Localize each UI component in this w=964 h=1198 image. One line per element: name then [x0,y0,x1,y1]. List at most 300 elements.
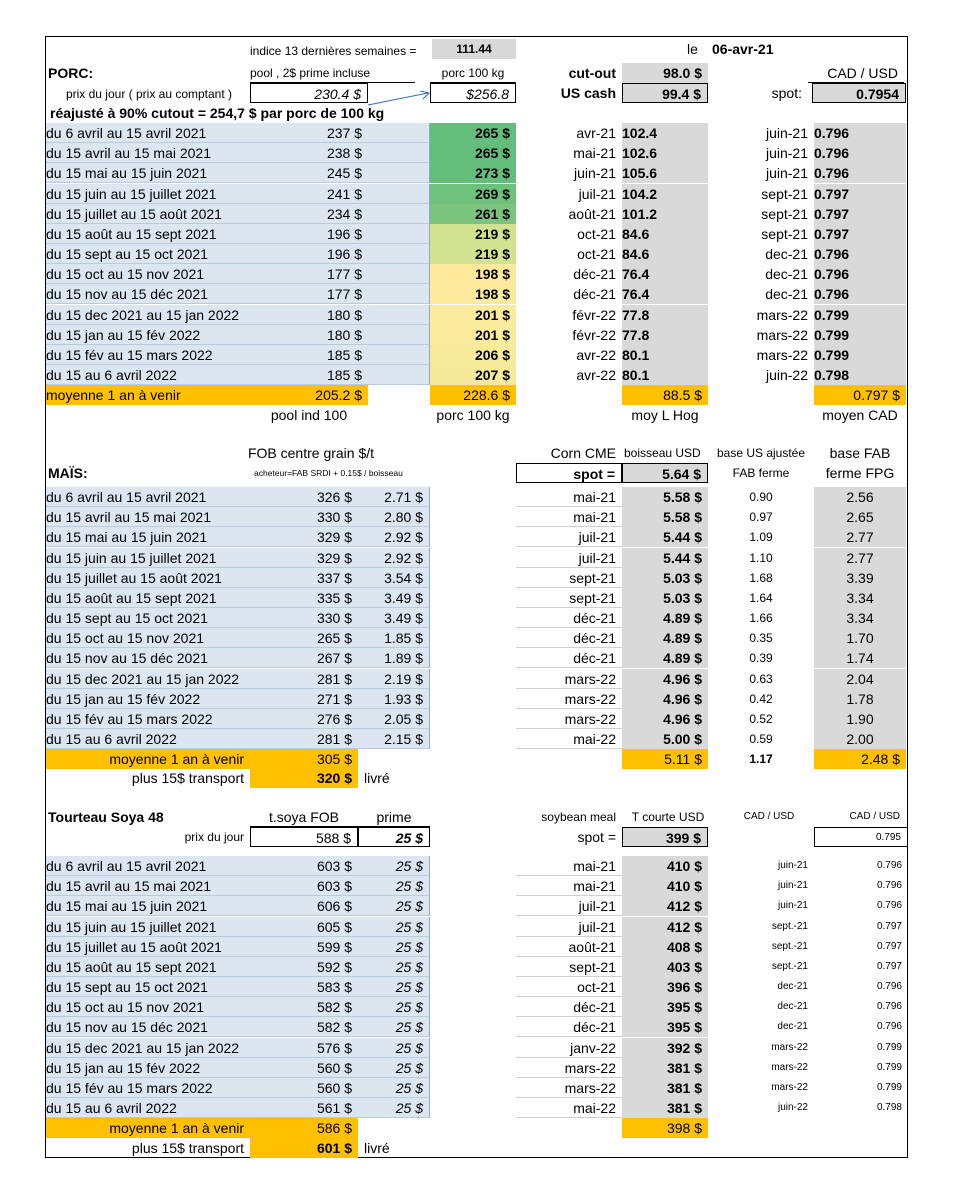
soya-cad-month: mars-22 [771,1082,808,1093]
mais-month: sept-21 [516,568,622,588]
soya-month: juil-21 [516,917,622,937]
porc-cad-value: 0.797 [814,204,906,224]
mais-base-us: 1.09 [749,530,773,544]
ferme-fpg-label: ferme FPG [825,465,895,481]
porc-hog-month: déc-21 [573,266,616,282]
porc-hog-value: 104.2 [622,184,708,204]
mais-livre: livré [364,770,390,786]
porc-pool-spacer [368,143,430,163]
prix-jour-label: prix du jour ( prix au comptant ) [65,87,233,101]
foot-pool: pool ind 100 [270,407,348,423]
mais-fpg: 3.34 [814,608,906,628]
soya-meal: 410 $ [622,856,708,876]
soya-month: mars-22 [516,1058,622,1078]
indice-label: indice 13 dernières semaines = [250,44,417,58]
soya-fob: 560 $ [250,1078,358,1098]
porc-cad-value: 0.796 [814,244,906,264]
soya-meal: 381 $ [622,1058,708,1078]
porc-hog-month: août-21 [568,206,616,222]
soya-meal: 412 $ [622,917,708,937]
porc-pool-spacer [368,163,430,183]
porc-100kg: 265 $ [430,143,516,163]
soya-prime: 25 $ [358,957,430,977]
acheteur-note: acheteur=FAB SRDI + 0.15$ / boisseau [254,468,403,478]
soya-cad-month: juin-22 [777,1102,808,1113]
porc-pool: 185 $ [250,365,368,385]
porc-cad-month: juin-22 [765,367,808,383]
mais-cme: 5.00 $ [622,729,708,749]
porc-100kg: 207 $ [430,365,516,385]
porc-100kg: 206 $ [430,345,516,365]
soya-month: mai-21 [516,876,622,896]
base-us-label: base US ajustée [716,446,806,460]
porc-pool: 196 $ [250,224,368,244]
porc-hog-value: 84.6 [622,244,708,264]
mais-cme: 5.58 $ [622,487,708,507]
mais-fob: 281 $ [250,669,358,689]
soya-cad-value: 0.797 [876,921,902,932]
porc-period: du 15 mai au 15 juin 2021 [46,163,250,183]
porc-hog-month: oct-21 [577,246,616,262]
soya-title: Tourteau Soya 48 [48,809,164,825]
pool-label: pool , 2$ prime incluse [250,63,415,83]
mais-base-us: 0.59 [749,732,773,746]
soya-prime: 25 $ [358,937,430,957]
soya-meal: 403 $ [622,957,708,977]
porc-pool-spacer [368,204,430,224]
mais-bushel: 2.71 $ [358,487,430,507]
price-sheet [45,36,908,1158]
soya-prime: 25 $ [358,1058,430,1078]
soya-spot-value: 399 $ [622,827,708,847]
soya-cad-value: 0.797 [876,961,902,972]
soya-cad-month: sept.-21 [771,941,808,952]
porc-period: du 15 juillet au 15 août 2021 [46,204,250,224]
soya-avg-label: moyenne 1 an à venir [46,1118,250,1138]
porc-pool: 234 $ [250,204,368,224]
date-value: 06-avr-21 [712,41,774,57]
soya-period: du 6 avril au 15 avril 2021 [46,856,250,876]
soya-fob: 592 $ [250,957,358,977]
soya-cad-month: sept.-21 [771,961,808,972]
mais-base-us: 0.52 [749,712,773,726]
porc-cad-month: juin-21 [765,165,808,181]
soya-month: janv-22 [516,1038,622,1058]
mais-fpg: 2.77 [814,527,906,547]
uscash-label: US cash [560,85,616,101]
mais-base-us: 1.64 [749,591,773,605]
soya-month: oct-21 [516,977,622,997]
mais-fpg: 2.65 [814,507,906,527]
mais-month: juil-21 [516,548,622,568]
porc-cad-value: 0.796 [814,143,906,163]
soya-prime: 25 $ [358,977,430,997]
porc-cad-month: juin-21 [765,125,808,141]
soya-month: mars-22 [516,1078,622,1098]
mais-bushel: 3.49 $ [358,588,430,608]
mais-base-us: 0.42 [749,692,773,706]
soya-period: du 15 juillet au 15 août 2021 [46,937,250,957]
mais-fob: 276 $ [250,709,358,729]
mais-avg-label: moyenne 1 an à venir [46,749,250,769]
porc-pool: 180 $ [250,325,368,345]
porc-period: du 15 avril au 15 mai 2021 [46,143,250,163]
corn-label: Corn CME [550,445,616,461]
mais-bushel: 2.92 $ [358,548,430,568]
mais-fpg: 2.77 [814,548,906,568]
mais-bushel: 3.49 $ [358,608,430,628]
mais-month: mai-21 [516,487,622,507]
base-fab-label: base FAB [829,445,891,461]
foot-cad: moyen CAD [822,407,898,423]
porc-100kg: 201 $ [430,325,516,345]
mais-fpg: 1.70 [814,628,906,648]
soya-cad-value: 0.796 [876,1001,902,1012]
soya-meal: 395 $ [622,997,708,1017]
soya-meal: 395 $ [622,1017,708,1037]
porc-period: du 15 oct au 15 nov 2021 [46,264,250,284]
porc-cad-month: sept-21 [761,206,808,222]
porc-cad-value: 0.797 [814,224,906,244]
mais-base-us: 0.35 [749,631,773,645]
porc-hog-month: avr-22 [576,347,616,363]
porc-100kg: 219 $ [430,244,516,264]
porc-cad-month: sept-21 [761,226,808,242]
soya-cad-month: dec-21 [777,981,808,992]
mais-bushel: 2.05 $ [358,709,430,729]
soya-meal: 408 $ [622,937,708,957]
porc-100kg: 201 $ [430,305,516,325]
soya-prime: 25 $ [358,1017,430,1037]
porc-pool-spacer [368,325,430,345]
porc-100kg: 219 $ [430,224,516,244]
soya-month: mai-22 [516,1098,622,1118]
mais-bushel: 3.54 $ [358,568,430,588]
soya-cad-month: juin-21 [777,900,808,911]
soya-fob-label: t.soya FOB [250,807,358,827]
soya-cad-month: juin-21 [777,860,808,871]
soya-prime: 25 $ [358,876,430,896]
porc-pool-spacer [368,123,430,143]
porc-cad-month: juin-21 [765,145,808,161]
fab-ferme-label: FAB ferme [732,466,790,480]
soya-month: déc-21 [516,997,622,1017]
soya-fob: 606 $ [250,896,358,916]
mais-fpg: 3.39 [814,568,906,588]
porc-hog-month: mai-21 [573,145,616,161]
soya-cad-value: 0.796 [876,981,902,992]
mais-transport-value: 320 $ [250,768,358,788]
porc-period: du 15 sept au 15 oct 2021 [46,244,250,264]
soya-fob: 605 $ [250,917,358,937]
mais-cme: 5.03 $ [622,568,708,588]
soya-prime-label: prime [358,807,430,827]
soya-avg-meal: 398 $ [622,1118,708,1138]
reajuste-note: réajusté à 90% cutout = 254,7 $ par porc de 100 kg [50,105,385,121]
soya-period: du 15 dec 2021 au 15 jan 2022 [46,1038,250,1058]
porc-cad-value: 0.797 [814,184,906,204]
porc-cad-value: 0.799 [814,325,906,345]
soya-period: du 15 fév au 15 mars 2022 [46,1078,250,1098]
mais-month: déc-21 [516,608,622,628]
mais-avg-cme: 5.11 $ [622,749,708,769]
porc-100kg: 265 $ [430,123,516,143]
soya-cad-value: 0.797 [876,941,902,952]
mais-month: sept-21 [516,588,622,608]
soya-prix-value: 588 $ [250,827,358,847]
porc-pool-spacer [368,244,430,264]
foot-porc: porc 100 kg [436,407,510,423]
spot-value: 0.7954 [812,83,906,103]
mais-period: du 15 nov au 15 déc 2021 [46,648,250,668]
mais-title: MAÏS: [48,465,88,481]
mais-base-us: 1.68 [749,571,773,585]
mais-avg-base: 1.17 [749,752,773,766]
porc-cad-month: sept-21 [761,186,808,202]
mais-cme: 5.03 $ [622,588,708,608]
porc-hog-value: 102.4 [622,123,708,143]
porc-hog-month: avr-21 [576,125,616,141]
porc-pool: 241 $ [250,184,368,204]
porc-avg-cad: 0.797 $ [814,385,906,405]
porc-period: du 15 août au 15 sept 2021 [46,224,250,244]
porc-hog-value: 101.2 [622,204,708,224]
mais-fpg: 1.90 [814,709,906,729]
soya-cad-month: dec-21 [777,1021,808,1032]
mais-month: mai-21 [516,507,622,527]
mais-period: du 15 dec 2021 au 15 jan 2022 [46,669,250,689]
boisseau-label: boisseau USD [624,446,701,460]
mais-fob: 267 $ [250,648,358,668]
porc-hog-value: 77.8 [622,325,708,345]
porc-pool-spacer [368,184,430,204]
soya-spot-label: spot = [577,829,616,845]
porc-hog-month: déc-21 [573,286,616,302]
soya-meal: 392 $ [622,1038,708,1058]
porc-cad-value: 0.796 [814,264,906,284]
cutout-label: cut-out [568,65,616,81]
mais-month: mai-22 [516,729,622,749]
mais-cme: 5.44 $ [622,527,708,547]
mais-base-us: 0.39 [749,651,773,665]
porc-100kg: 273 $ [430,163,516,183]
mais-base-us: 0.97 [749,510,773,524]
porc-cad-value: 0.796 [814,163,906,183]
mais-spot-value: 5.64 $ [622,463,708,483]
porc-period: du 6 avril au 15 avril 2021 [46,123,250,143]
soya-period: du 15 au 6 avril 2022 [46,1098,250,1118]
porc-hog-month: févr-22 [572,307,616,323]
porc-period: du 15 nov au 15 déc 2021 [46,284,250,304]
soya-cad-label-1: CAD / USD [743,811,795,822]
mais-cme: 4.96 $ [622,669,708,689]
mais-fob: 335 $ [250,588,358,608]
soya-period: du 15 août au 15 sept 2021 [46,957,250,977]
porc-avg-label: moyenne 1 an à venir [46,385,250,405]
soya-cad-value: 0.796 [876,880,902,891]
mais-fob: 281 $ [250,729,358,749]
mais-fob: 265 $ [250,628,358,648]
porc-hog-month: juin-21 [573,165,616,181]
soya-prime: 25 $ [358,1038,430,1058]
mais-fob: 330 $ [250,608,358,628]
porc-hog-month: avr-22 [576,367,616,383]
soya-month: mai-21 [516,856,622,876]
porc-pool-spacer [368,305,430,325]
porc-cad-value: 0.799 [814,305,906,325]
soya-cad-value: 0.796 [876,1021,902,1032]
mais-fpg: 1.74 [814,648,906,668]
soya-transport-label: plus 15$ transport [131,1140,244,1156]
mais-fob: 271 $ [250,689,358,709]
soya-fob: 583 $ [250,977,358,997]
soya-fob: 603 $ [250,856,358,876]
porc-100kg: 198 $ [430,264,516,284]
mais-base-us: 1.66 [749,611,773,625]
mais-cme: 5.44 $ [622,548,708,568]
soya-fob: 576 $ [250,1038,358,1058]
soya-transport-value: 601 $ [250,1138,358,1158]
mais-period: du 15 avril au 15 mai 2021 [46,507,250,527]
porc-cad-value: 0.798 [814,365,906,385]
soya-period: du 15 nov au 15 déc 2021 [46,1017,250,1037]
porc-pool-spacer [368,264,430,284]
mais-month: mars-22 [516,669,622,689]
soya-fob: 560 $ [250,1058,358,1078]
mais-transport-label: plus 15$ transport [131,770,244,786]
soya-meal: 381 $ [622,1078,708,1098]
porc-pool: 238 $ [250,143,368,163]
mais-fpg: 2.04 [814,669,906,689]
porc-pool: 196 $ [250,244,368,264]
soya-cad-month: mars-22 [771,1042,808,1053]
soya-month: sept-21 [516,957,622,977]
soya-prime: 25 $ [358,917,430,937]
porc-hog-month: oct-21 [577,226,616,242]
porc-pool-spacer [368,284,430,304]
porc-100kg: 269 $ [430,184,516,204]
mais-base-us: 1.10 [749,551,773,565]
soya-livre: livré [364,1140,390,1156]
porc-period: du 15 fév au 15 mars 2022 [46,345,250,365]
soya-cad-month: juin-21 [777,880,808,891]
porc100-label: porc 100 kg [430,63,516,83]
porc-hog-month: févr-22 [572,327,616,343]
soya-cad-value: 0.798 [876,1102,902,1113]
porc-cad-month: mars-22 [756,327,808,343]
mais-spot-label: spot = [516,463,622,483]
soya-month: déc-21 [516,1017,622,1037]
soya-period: du 15 mai au 15 juin 2021 [46,896,250,916]
date-label: le [687,41,698,57]
porc-100kg: 261 $ [430,204,516,224]
soya-month: août-21 [516,937,622,957]
mais-avg-fob: 305 $ [250,749,358,769]
porc-pool: 177 $ [250,264,368,284]
cad-usd-label: CAD / USD [808,63,904,83]
porc-pool: 245 $ [250,163,368,183]
mais-fob: 330 $ [250,507,358,527]
porc-cad-month: mars-22 [756,347,808,363]
soya-period: du 15 oct au 15 nov 2021 [46,997,250,1017]
soya-prime: 25 $ [358,1098,430,1118]
mais-period: du 15 juillet au 15 août 2021 [46,568,250,588]
mais-month: déc-21 [516,648,622,668]
uscash-value: 99.4 $ [622,83,708,103]
porc100-value: $256.8 [430,83,516,103]
mais-fob: 326 $ [250,487,358,507]
mais-period: du 15 oct au 15 nov 2021 [46,628,250,648]
porc-hog-value: 76.4 [622,284,708,304]
porc-pool: 237 $ [250,123,368,143]
mais-base-us: 0.63 [749,672,773,686]
mais-period: du 15 juin au 15 juillet 2021 [46,548,250,568]
porc-hog-value: 77.8 [622,305,708,325]
mais-fpg: 1.78 [814,689,906,709]
soybean-meal-label: soybean meal [541,810,616,824]
mais-bushel: 2.92 $ [358,527,430,547]
mais-fob: 329 $ [250,548,358,568]
soya-period: du 15 jan au 15 fév 2022 [46,1058,250,1078]
soya-prime: 25 $ [358,1078,430,1098]
soya-period: du 15 avril au 15 mai 2021 [46,876,250,896]
soya-cad-month: dec-21 [777,1001,808,1012]
soya-meal: 396 $ [622,977,708,997]
mais-bushel: 2.80 $ [358,507,430,527]
porc-title: PORC: [48,65,94,81]
mais-fob: 337 $ [250,568,358,588]
soya-avg-fob: 586 $ [250,1118,358,1138]
mais-period: du 15 août au 15 sept 2021 [46,588,250,608]
mais-base-us: 0.90 [749,490,773,504]
porc-cad-value: 0.796 [814,284,906,304]
porc-avg-porc100: 228.6 $ [430,385,516,405]
mais-period: du 6 avril au 15 avril 2021 [46,487,250,507]
porc-hog-value: 76.4 [622,264,708,284]
mais-cme: 4.96 $ [622,689,708,709]
porc-pool: 185 $ [250,345,368,365]
mais-fpg: 2.56 [814,487,906,507]
soya-fob: 582 $ [250,1017,358,1037]
mais-month: mars-22 [516,709,622,729]
mais-period: du 15 jan au 15 fév 2022 [46,689,250,709]
porc-avg-hog: 88.5 $ [622,385,708,405]
porc-cad-month: dec-21 [765,286,808,302]
porc-pool-spacer [368,345,430,365]
soya-spot-cad: 0.795 [814,827,908,847]
cutout-value: 98.0 $ [622,63,708,83]
foot-hog: moy L Hog [631,407,699,423]
soya-fob: 582 $ [250,997,358,1017]
porc-hog-month: juil-21 [578,186,616,202]
soya-fob: 599 $ [250,937,358,957]
soya-cad-value: 0.799 [876,1062,902,1073]
mais-bushel: 1.89 $ [358,648,430,668]
soya-prime: 25 $ [358,997,430,1017]
soya-cad-value: 0.796 [876,900,902,911]
porc-hog-value: 105.6 [622,163,708,183]
porc-pool: 177 $ [250,284,368,304]
porc-avg-pool: 205.2 $ [250,385,368,405]
porc-100kg: 198 $ [430,284,516,304]
prix-jour-value: 230.4 $ [250,83,368,103]
mais-cme: 4.89 $ [622,608,708,628]
mais-month: juil-21 [516,527,622,547]
fob-header: FOB centre grain $/t [247,445,375,461]
porc-pool: 180 $ [250,305,368,325]
soya-period: du 15 sept au 15 oct 2021 [46,977,250,997]
soya-prime: 25 $ [358,856,430,876]
